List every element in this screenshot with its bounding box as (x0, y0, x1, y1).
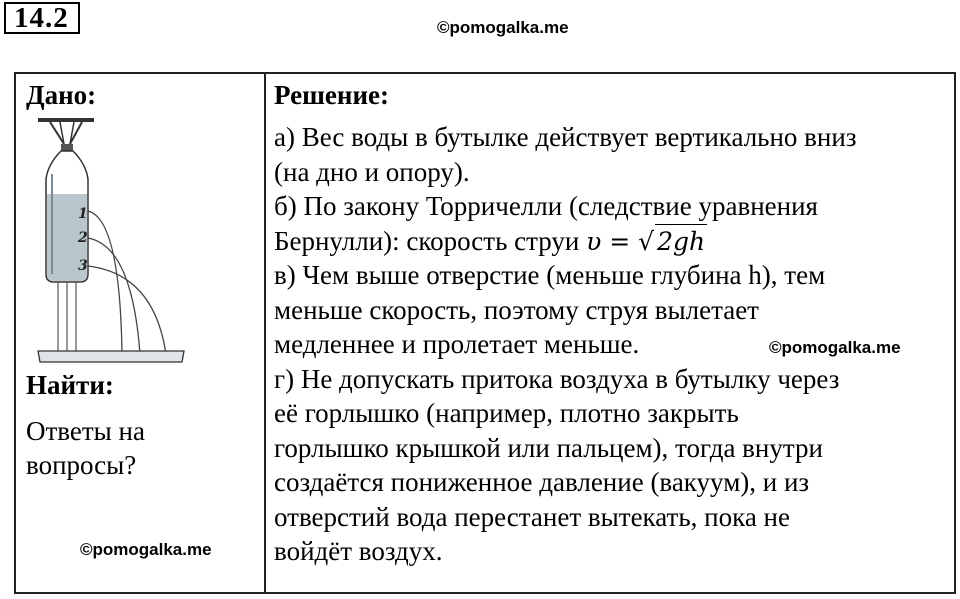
solution-line: медленнее и пролетает меньше. (274, 329, 640, 359)
find-heading: Найти: (26, 370, 114, 400)
svg-text:2: 2 (78, 230, 88, 246)
find-line: Ответы на (26, 416, 145, 446)
watermark-left: ©pomogalka.me (80, 540, 212, 559)
solution-heading: Решение: (274, 80, 389, 110)
formula-radicand: 2gh (655, 224, 707, 260)
solution-line: б) По закону Торричелли (следствие уравнения (274, 191, 818, 221)
problem-number: 14.2 (4, 2, 80, 34)
solution-line: войдёт воздух. (274, 536, 443, 566)
solution-table (14, 72, 956, 594)
solution-line: отверстий вода перестанет вытекать, пока не (274, 501, 790, 532)
solution-line: её горлышко (например, плотно закрыть (274, 398, 739, 428)
svg-text:1: 1 (78, 206, 88, 222)
solution-line: горлышко крышкой или пальцем), тогда внутри (274, 432, 823, 463)
solution-line: меньше скорость, поэтому струя вылетает (274, 294, 759, 325)
bottle-figure (36, 114, 216, 364)
find-text (26, 414, 145, 482)
solution-line: (на дно и опору). (274, 156, 470, 187)
solution-line: г) Не допускать притока воздуха в бутылку через (274, 363, 840, 394)
watermark-top: ©pomogalka.me (437, 18, 569, 37)
formula-lhs: υ = (586, 226, 639, 256)
svg-text:3: 3 (78, 258, 88, 274)
solution-column (274, 74, 948, 592)
given-column (16, 74, 264, 592)
find-line: вопросы? (26, 450, 137, 480)
solution-line: а) Вес воды в бутылке действует вертикально вниз (274, 122, 857, 152)
watermark-middle: ©pomogalka.me (769, 338, 901, 357)
solution-line-formula (274, 224, 857, 259)
sqrt-icon: √ (638, 226, 655, 256)
solution-line-text: Бернулли): скорость струи (274, 225, 587, 256)
column-divider (264, 74, 266, 592)
solution-line: создаётся пониженное давление (вакуум), и из (274, 467, 810, 497)
given-heading: Дано: (26, 80, 97, 110)
solution-line: в) Чем выше отверстие (меньше глубина h), тем (274, 260, 826, 290)
velocity-formula (586, 227, 707, 256)
